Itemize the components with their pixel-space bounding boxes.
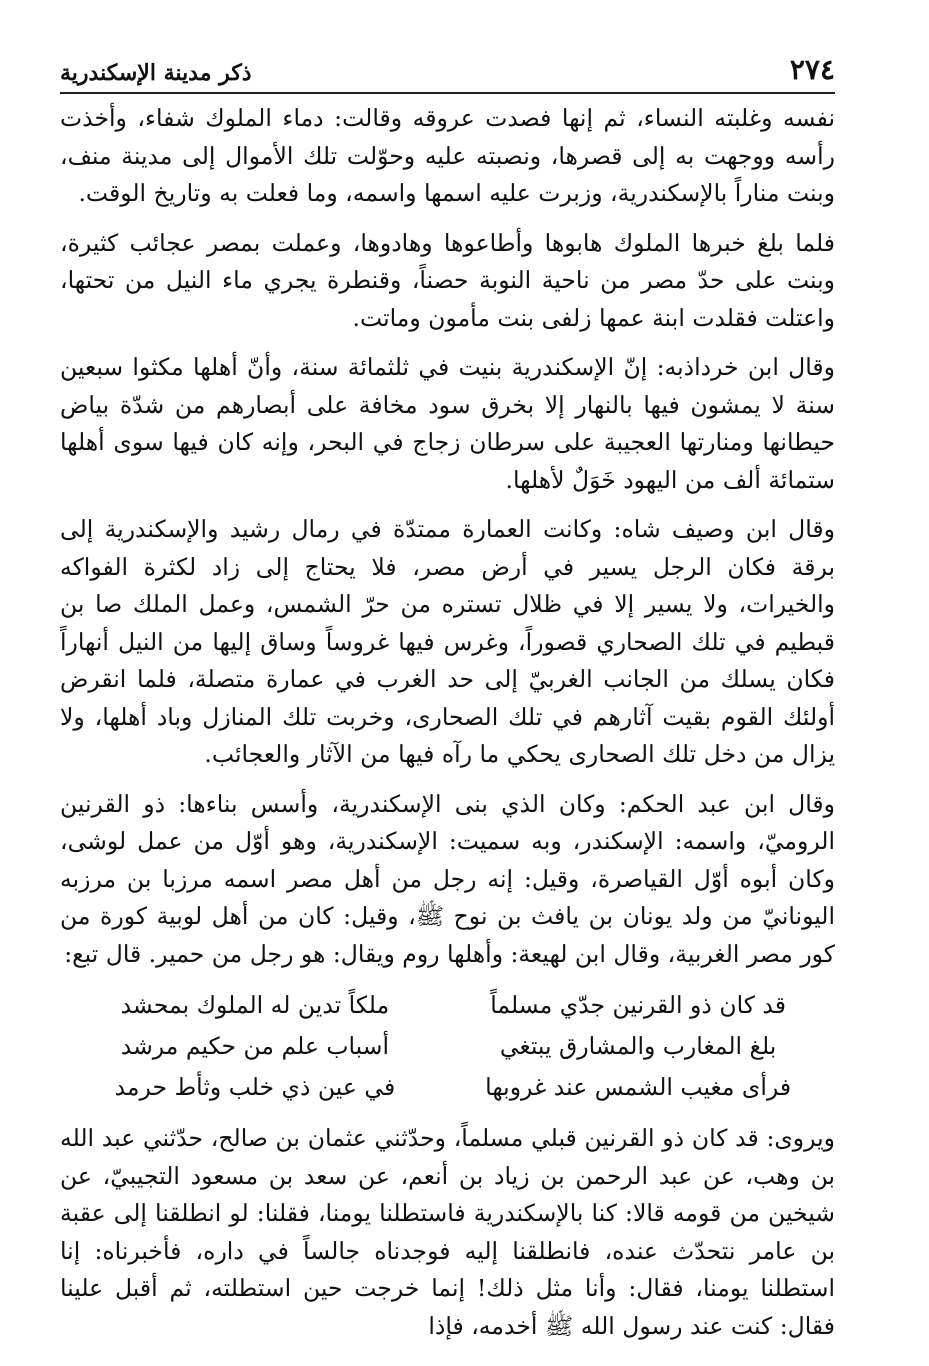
poem xyxy=(60,985,835,1108)
verse-line xyxy=(60,985,835,1026)
paragraph: نفسه وغلبته النساء، ثم إنها فصدت عروقه وقالت: دماء الملوك شفاء، وأخذت رأسه ووجهت به إلى قصرها، ونصبته عليه وحوّلت تلك الأموال إلى مدينة منف، وبنت مناراً بالإسكندرية، وزبرت عليه اسمها واسمه، وما فعلت به وتاريخ الوقت. xyxy=(60,104,835,207)
paragraph: وقال ابن خرداذبه: إنّ الإسكندرية بنيت في ثلثمائة سنة، وأنّ أهلها مكثوا سبعين سنة لا يمشون فيها بالنهار إلا بخرق سود مخافة على أبصارهم من شدّة بياض حيطانها ومنارتها العجيبة على سرطان زجاج في البحر، وإنه كان فيها سوى أهلها ستمائة ألف من اليهود خَوَلٌ لأهلها. xyxy=(60,353,835,494)
verse-second-hemistich: ملكاً تدين له الملوك بمحشد xyxy=(120,991,390,1019)
paragraph: وقال ابن عبد الحكم: وكان الذي بنى الإسكندرية، وأسس بناءها: ذو القرنين الروميّ، واسمه: الإسكندر، وبه سميت: الإسكندرية، وهو أوّل من عمل لوشى، وكان أبوه أوّل القياصرة، وقيل: إنه رجل من أهل مصر اسمه مرزبا بن مرزبه اليونانيّ من ولد يونان بن يافث بن نوح ﷺ، وقيل: كان من أهل لوبية كورة من كور مصر الغربية، وقال ابن لهيعة: وأهلها روم ويقال: هو رجل من حمير. قال تبع: xyxy=(60,789,835,968)
page-header xyxy=(60,44,835,94)
running-title: ذكر مدينة الإسكندرية xyxy=(60,60,252,86)
verse-line xyxy=(60,1067,835,1108)
verse-first-hemistich: قد كان ذو القرنين جدّي مسلماً xyxy=(490,991,786,1019)
paragraph: وقال ابن وصيف شاه: وكانت العمارة ممتدّة في رمال رشيد والإسكندرية إلى برقة فكان الرجل يسير في أرض مصر، فلا يحتاج إلى زاد لكثرة الفواكه والخيرات، ولا يسير إلا في ظلال تستره من حرّ الشمس، وعمل الملك صا بن قبطيم في تلك الصحاري قصوراً، وغرس فيها غروساً وساق إليها من النيل أنهاراً فكان يسلك من الجانب الغربيّ إلى حد الغرب في عمارة متصلة، فلما انقرض أولئك القوم بقيت آثارهم في تلك الصحارى، وخربت تلك المنازل وباد أهلها، ولا يزال من دخل تلك الصحارى يحكي ما رآه فيها من الآثار والعجائب. xyxy=(60,515,835,768)
paragraph: ويروى: قد كان ذو القرنين قبلي مسلماً، وحدّثني عثمان بن صالح، حدّثني عبد الله بن وهب، عن عبد الرحمن بن زياد بن أنعم، عن سعد بن مسعود التجيبيّ، عن شيخين من قومه قالا: كنا بالإسكندرية فاستطلنا يومنا، فقلنا: لو انطلقنا إلى عقبة بن عامر نتحدّث عنده، فانطلقنا إليه فوجدناه جالساً في داره، فأخبرناه: إنا استطلنا يومنا، فقال: وأنا مثل ذلك! إنما خرجت حين استطلته، ثم أقبل علينا فقال: كنت عند رسول الله ﷺ أخدمه، فإذا xyxy=(60,1124,835,1340)
verse-line xyxy=(60,1026,835,1067)
paragraph: فلما بلغ خبرها الملوك هابوها وأطاعوها وهادوها، وعملت بمصر عجائب كثيرة، وبنت على حدّ مصر من ناحية النوبة حصناً، وقنطرة يجري ماء النيل من تحتها، واعتلت فقلدت ابنة عمها زلفى بنت مأمون وماتت. xyxy=(60,228,835,332)
page-body xyxy=(60,100,835,1357)
verse-first-hemistich: بلغ المغارب والمشارق يبتغي xyxy=(499,1032,777,1060)
verse-second-hemistich: في عين ذي خلب وثأط حرمد xyxy=(114,1073,396,1101)
page-number: ٢٧٤ xyxy=(789,53,835,86)
verse-second-hemistich: أسباب علم من حكيم مرشد xyxy=(120,1032,389,1060)
verse-first-hemistich: فرأى مغيب الشمس عند غروبها xyxy=(485,1073,792,1101)
